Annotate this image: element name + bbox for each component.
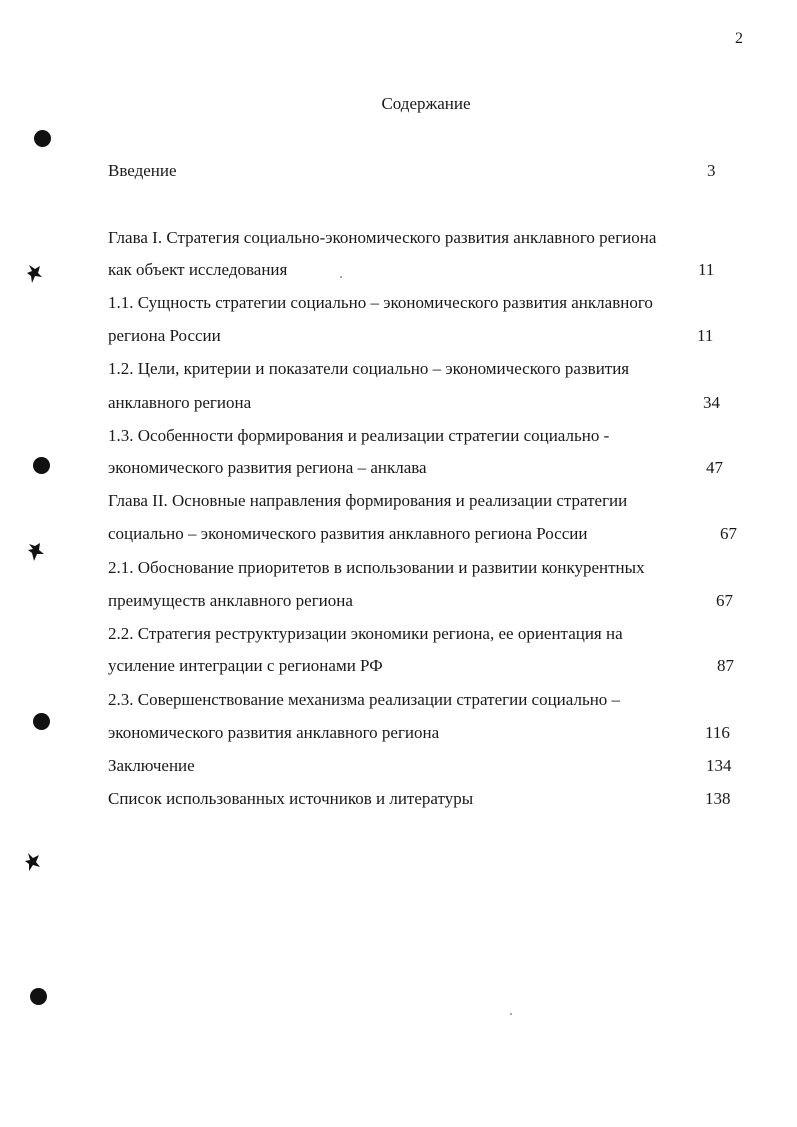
toc-entry-text: 2.2. Стратегия реструктуризации экономики региона, ее ориентация на bbox=[108, 624, 623, 643]
toc-entry-text: Заключение bbox=[108, 756, 195, 775]
toc-entry-page: 3 bbox=[707, 161, 716, 180]
binder-mark bbox=[26, 263, 44, 285]
scan-speck bbox=[510, 1013, 512, 1015]
toc-entry-page: 47 bbox=[706, 458, 723, 477]
punch-hole bbox=[33, 713, 50, 730]
toc-entry-page: 67 bbox=[716, 591, 733, 610]
toc-entry-text: Список использованных источников и литературы bbox=[108, 789, 474, 808]
toc-entry-text: Глава II. Основные направления формирования и реализации стратегии bbox=[108, 491, 628, 510]
toc-entry-text: 1.2. Цели, критерии и показатели социально – экономического развития bbox=[108, 359, 630, 378]
toc-entry-text: 1.1. Сущность стратегии социально – экономического развития анклавного bbox=[108, 293, 653, 312]
toc-entry-text: социально – экономического развития анклавного региона России bbox=[108, 524, 588, 543]
toc-entry-page: 67 bbox=[720, 524, 737, 543]
toc-entry-text: 2.1. Обоснование приоритетов в использовании и развитии конкурентных bbox=[108, 558, 645, 577]
scan-speck bbox=[340, 276, 342, 278]
toc-entry-page: 34 bbox=[703, 393, 720, 412]
toc-entry-text: региона России bbox=[108, 326, 221, 345]
page-number: 2 bbox=[735, 30, 743, 47]
toc-entry-text: усиление интеграции с регионами РФ bbox=[108, 656, 383, 675]
toc-entry-text: Введение bbox=[108, 161, 177, 180]
toc-entry-page: 11 bbox=[697, 326, 714, 345]
toc-entry-text: преимуществ анклавного региона bbox=[108, 591, 353, 610]
punch-hole bbox=[34, 130, 51, 147]
toc-entry-page: 116 bbox=[705, 723, 730, 742]
toc-entry-text: экономического развития анклавного региона bbox=[108, 723, 440, 742]
toc-entry-page: 11 bbox=[698, 260, 715, 279]
toc-entry-page: 138 bbox=[705, 789, 731, 808]
punch-hole bbox=[33, 457, 50, 474]
page-title: Содержание bbox=[381, 94, 471, 113]
punch-hole bbox=[30, 988, 47, 1005]
toc-entry-text: анклавного региона bbox=[108, 393, 252, 412]
binder-mark bbox=[27, 541, 45, 563]
toc-entry-text: Глава I. Стратегия социально-экономического развития анклавного региона bbox=[108, 228, 657, 247]
toc-entry-text: как объект исследования bbox=[108, 260, 288, 279]
toc-entry-text: 2.3. Совершенствование механизма реализации стратегии социально – bbox=[108, 690, 621, 709]
toc-entry-text: 1.3. Особенности формирования и реализации стратегии социально - bbox=[108, 426, 610, 445]
toc-entry-page: 87 bbox=[717, 656, 734, 675]
binder-mark bbox=[24, 851, 42, 873]
toc-entry-text: экономического развития региона – анклава bbox=[108, 458, 427, 477]
toc-entry-page: 134 bbox=[706, 756, 732, 775]
